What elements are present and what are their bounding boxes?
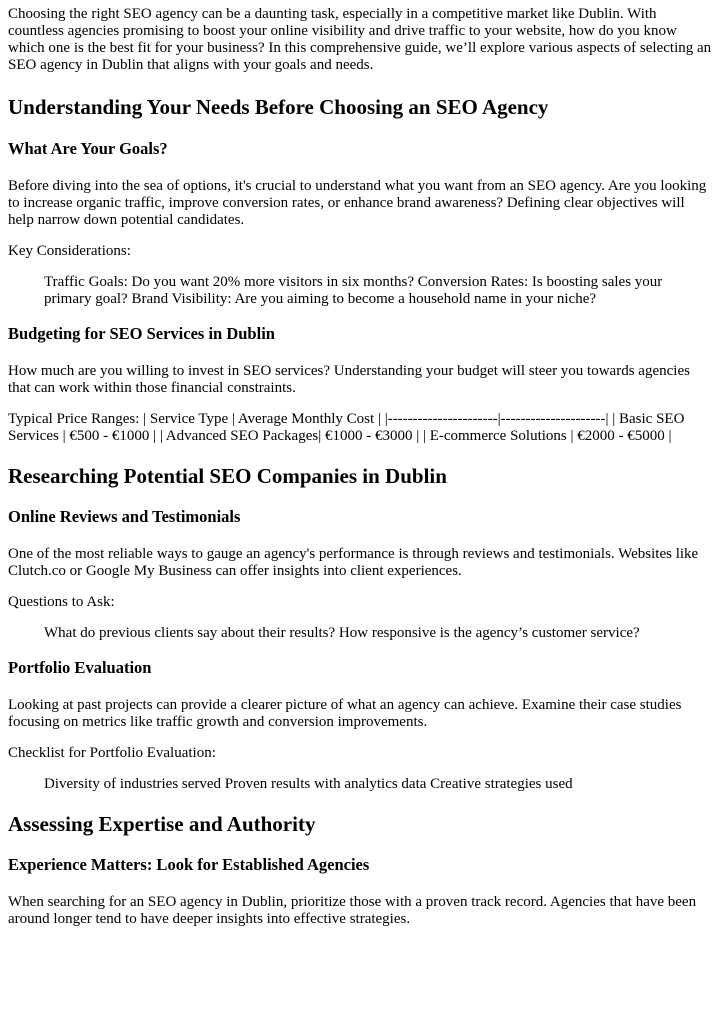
experience-paragraph: When searching for an SEO agency in Dublin, prioritize those with a proven track record. Agencies that have been around longer tend to have deeper insights into effective strategies. [8,894,697,927]
goals-paragraph: Before diving into the sea of options, it's crucial to understand what you want from an SEO agency. Are you looking to increase organic traffic, improve conversion rates, or enhance brand awareness? Defining clear objectives will help narrow down potential candidates. [8,178,707,228]
price-ranges-text: Typical Price Ranges: | Service Type | Average Monthly Cost | |----------------------|---------------------| | Basic SEO Services | €500 - €1000 | | Advanced SEO Packages| €1000 - €3000 | | E-commerce Solutions | €2000 - €5000 | [8,411,685,444]
subheading-portfolio: Portfolio Evaluation [8,658,152,677]
questions-label: Questions to Ask: [8,594,115,610]
subheading-reviews: Online Reviews and Testimonials [8,507,241,526]
subheading-budgeting: Budgeting for SEO Services in Dublin [8,324,275,343]
section-heading-expertise: Assessing Expertise and Authority [8,812,316,836]
subheading-goals: What Are Your Goals? [8,139,168,158]
key-considerations-quote: Traffic Goals: Do you want 20% more visitors in six months? Conversion Rates: Is boosting sales your primary goal? Brand Visibility: Are you aiming to become a household name in your niche? [44,274,663,307]
portfolio-checklist-quote: Diversity of industries served Proven results with analytics data Creative strategies used [44,776,573,792]
subheading-experience: Experience Matters: Look for Established Agencies [8,855,370,874]
portfolio-paragraph: Looking at past projects can provide a clearer picture of what an agency can achieve. Examine their case studies focusing on metrics like traffic growth and conversion improvements. [8,697,682,730]
section-heading-understanding-needs: Understanding Your Needs Before Choosing an SEO Agency [8,95,549,119]
questions-quote: What do previous clients say about their results? How responsive is the agency’s customer service? [44,625,640,641]
portfolio-checklist-label: Checklist for Portfolio Evaluation: [8,745,216,761]
section-heading-researching: Researching Potential SEO Companies in Dublin [8,464,447,488]
intro-paragraph: Choosing the right SEO agency can be a daunting task, especially in a competitive market like Dublin. With countless agencies promising to boost your online visibility and drive traffic to your website, how do you know which one is the best fit for your business? In this comprehensive guide, we’ll explore various aspects of selecting an SEO agency in Dublin that aligns with your goals and needs. [8,6,712,73]
article [0,6,720,928]
reviews-paragraph: One of the most reliable ways to gauge an agency's performance is through reviews and testimonials. Websites like Clutch.co or Google My Business can offer insights into client experiences. [8,546,699,579]
key-considerations-label: Key Considerations: [8,243,131,259]
budgeting-paragraph: How much are you willing to invest in SEO services? Understanding your budget will steer you towards agencies that can work within those financial constraints. [8,363,690,396]
